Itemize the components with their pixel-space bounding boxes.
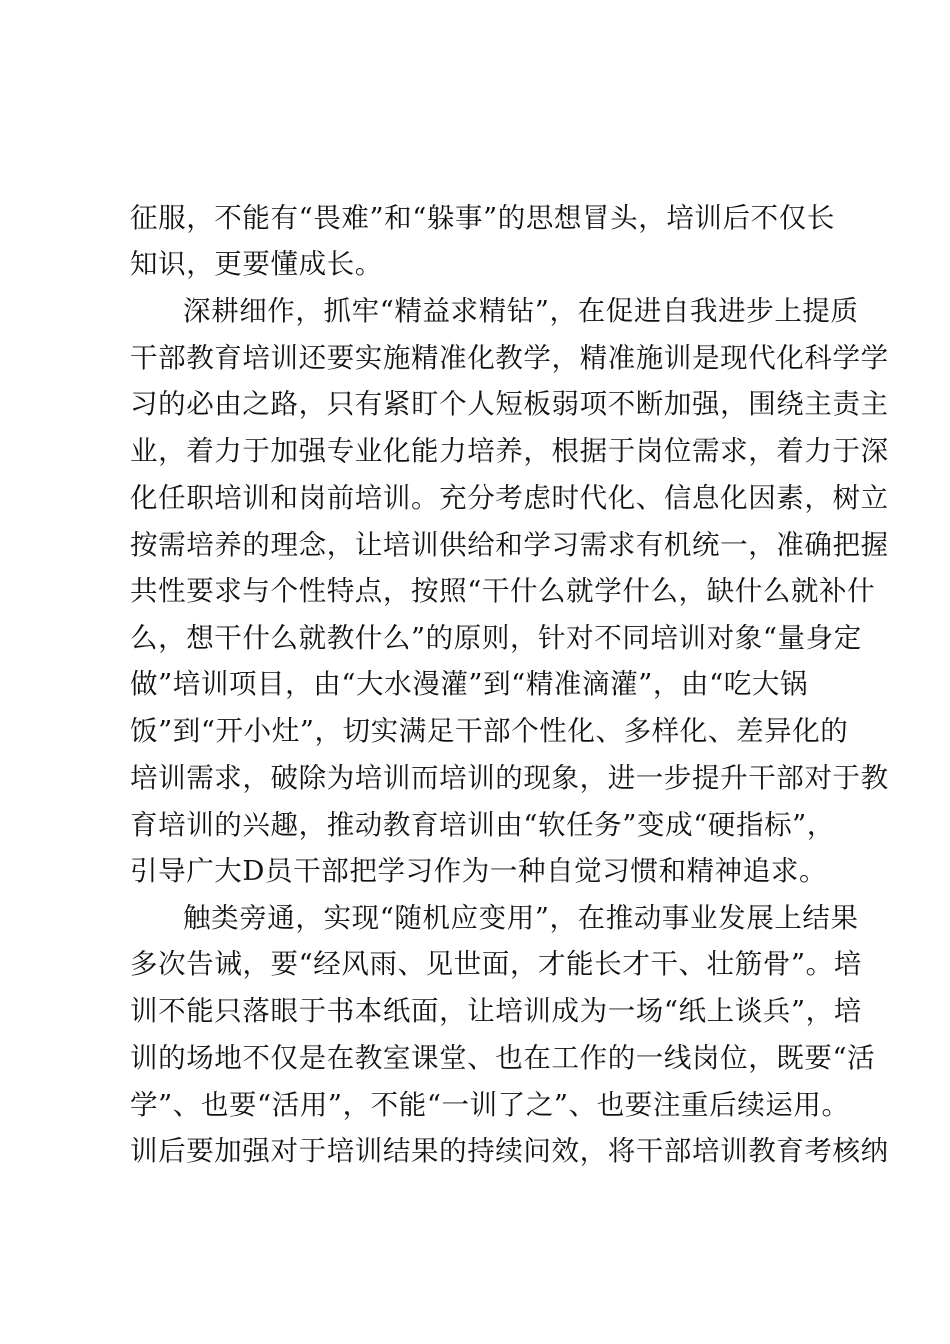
text-line-14: 育培训的兴趣，推动教育培训由“软任务”变成“硬指标”， bbox=[130, 809, 835, 841]
text-line-13: 培训需求，破除为培训而培训的现象，进一步提升干部对于教 bbox=[130, 762, 889, 794]
text-line-6: 业，着力于加强专业化能力培养，根据于岗位需求，着力于深 bbox=[130, 435, 889, 467]
text-line-17: 多次告诫，要“经风雨、见世面，才能长才干、壮筋骨”。培 bbox=[130, 948, 862, 980]
text-line-19: 训的场地不仅是在教室课堂、也在工作的一线岗位，既要“活 bbox=[130, 1042, 876, 1074]
text-line-1: 征服，不能有“畏难”和“躲事”的思想冒头，培训后不仅长 bbox=[130, 202, 835, 234]
text-line-2: 知识，更要懂成长。 bbox=[130, 248, 383, 280]
text-line-9: 共性要求与个性特点，按照“干什么就学什么，缺什么就补什 bbox=[130, 575, 876, 607]
text-line-5: 习的必由之路，只有紧盯个人短板弱项不断加强，围绕主责主 bbox=[130, 388, 889, 420]
text-line-8: 按需培养的理念，让培训供给和学习需求有机统一，准确把握 bbox=[130, 529, 889, 561]
text-line-4: 干部教育培训还要实施精准化教学，精准施训是现代化科学学 bbox=[130, 342, 889, 374]
text-line-21: 训后要加强对于培训结果的持续问效，将干部培训教育考核纳 bbox=[130, 1135, 889, 1167]
text-line-10: 么，想干什么就教什么”的原则，针对不同培训对象“量身定 bbox=[130, 622, 862, 654]
paragraph-2-first-line: 深耕细作，抓牢“精益求精钻”，在促进自我进步上提质 bbox=[183, 295, 859, 327]
text-line-20: 学”、也要“活用”，不能“一训了之”、也要注重后续运用。 bbox=[130, 1089, 850, 1121]
paragraph-3-first-line: 触类旁通，实现“随机应变用”，在推动事业发展上结果 bbox=[183, 902, 859, 934]
text-line-15: 引导广大D员干部把学习作为一种自觉习惯和精神追求。 bbox=[130, 855, 828, 887]
text-line-18: 训不能只落眼于书本纸面，让培训成为一场“纸上谈兵”，培 bbox=[130, 995, 862, 1027]
text-line-12: 饭”到“开小灶”，切实满足干部个性化、多样化、差异化的 bbox=[130, 715, 849, 747]
text-line-7: 化任职培训和岗前培训。充分考虑时代化、信息化因素，树立 bbox=[130, 482, 889, 514]
text-line-11: 做”培训项目，由“大水漫灌”到“精准滴灌”，由“吃大锅 bbox=[130, 668, 809, 700]
